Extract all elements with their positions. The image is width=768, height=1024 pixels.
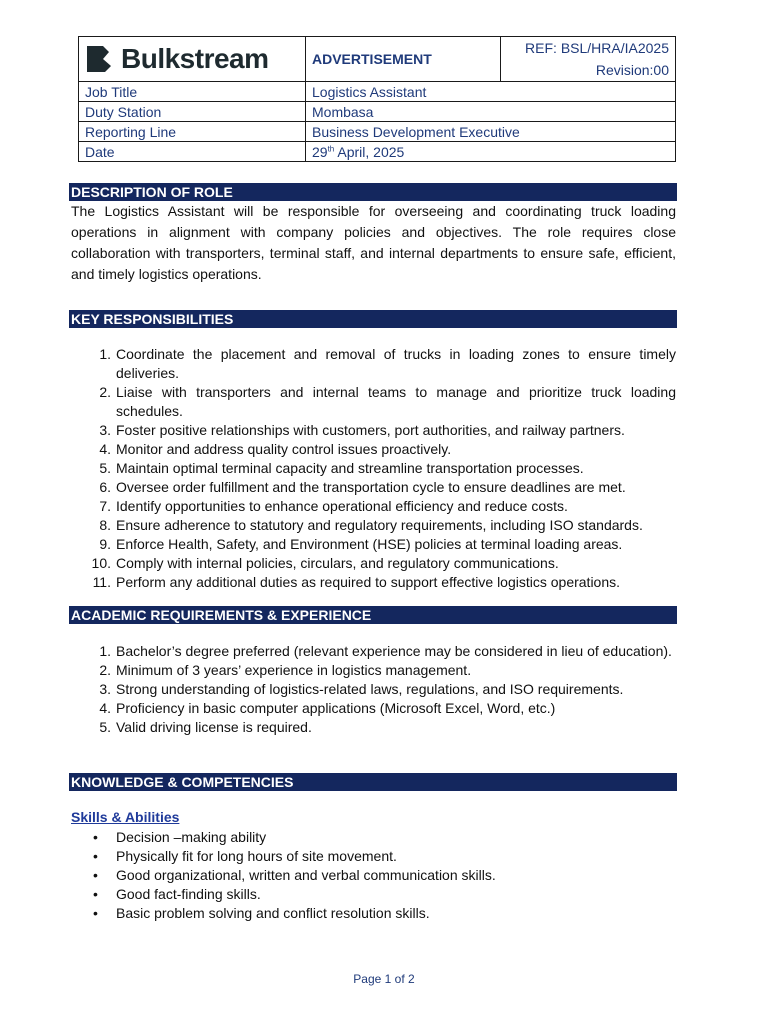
list-item-text: Proficiency in basic computer applications (Microsoft Excel, Word, etc.) — [116, 700, 556, 716]
list-item — [71, 573, 676, 592]
reporting-line-value: Business Development Executive — [306, 122, 676, 142]
list-item-number: 5. — [99, 719, 111, 735]
list-item — [71, 680, 676, 699]
list-item-number: 3. — [99, 681, 111, 697]
table-row — [79, 102, 676, 122]
list-item-number: 4. — [99, 441, 111, 457]
header-table — [78, 36, 676, 162]
reference-cell — [501, 37, 676, 82]
list-item — [71, 904, 676, 923]
list-item-number: 7. — [99, 498, 111, 514]
list-item-text: Liaise with transporters and internal teams to manage and prioritize truck loading schedules. — [116, 384, 676, 419]
list-item-number: 8. — [99, 517, 111, 533]
list-item-number: 2. — [99, 384, 111, 400]
list-item — [71, 866, 676, 885]
section-heading-description: DESCRIPTION OF ROLE — [69, 183, 677, 201]
list-item-number: 9. — [99, 536, 111, 552]
list-item — [71, 345, 676, 383]
list-item — [71, 421, 676, 440]
bullet-icon: • — [93, 886, 98, 902]
table-row — [79, 82, 676, 102]
list-item-number: 5. — [99, 460, 111, 476]
list-item — [71, 383, 676, 421]
list-item-text: Strong understanding of logistics-related laws, regulations, and ISO requirements. — [116, 681, 624, 697]
academic-list — [71, 642, 676, 737]
bullet-icon: • — [93, 867, 98, 883]
list-item-text: Physically fit for long hours of site movement. — [116, 848, 397, 864]
list-item-text: Ensure adherence to statutory and regulatory requirements, including ISO standards. — [116, 517, 643, 533]
responsibilities-list — [71, 345, 676, 592]
section-heading-academic: ACADEMIC REQUIREMENTS & EXPERIENCE — [69, 606, 677, 624]
list-item-text: Maintain optimal terminal capacity and streamline transportation processes. — [116, 460, 584, 476]
list-item — [71, 516, 676, 535]
revision-number: Revision:00 — [595, 62, 669, 78]
list-item — [71, 535, 676, 554]
company-name: Bulkstream — [121, 43, 269, 74]
document-type: ADVERTISEMENT — [306, 37, 501, 82]
list-item — [71, 459, 676, 478]
list-item-number: 11. — [92, 574, 111, 590]
company-logo — [85, 43, 299, 75]
reference-number: REF: BSL/HRA/IA2025 — [525, 40, 669, 56]
list-item-text: Foster positive relationships with customers, port authorities, and railway partners. — [116, 422, 625, 438]
date-suffix: th — [327, 143, 335, 153]
section-heading-responsibilities: KEY RESPONSIBILITIES — [69, 310, 677, 328]
list-item — [71, 554, 676, 573]
list-item-text: Valid driving license is required. — [116, 719, 312, 735]
list-item — [71, 661, 676, 680]
table-row — [79, 142, 676, 162]
description-paragraph: The Logistics Assistant will be responsible for overseeing and coordinating truck loading operations in alignment with company policies and objectives. The role requires close collaboration with transporters, terminal staff, and internal departments to ensure safe, efficient, and timely logistics operations. — [71, 203, 676, 282]
list-item — [71, 642, 676, 661]
duty-station-label: Duty Station — [79, 102, 306, 122]
logo-cell — [79, 37, 306, 82]
date-day: 29 — [312, 143, 328, 160]
list-item-text: Comply with internal policies, circulars, and regulatory communications. — [116, 555, 559, 571]
list-item — [71, 885, 676, 904]
list-item-text: Identify opportunities to enhance operational efficiency and reduce costs. — [116, 498, 568, 514]
job-title-value: Logistics Assistant — [306, 82, 676, 102]
list-item-number: 2. — [99, 662, 111, 678]
skills-subheading: Skills & Abilities — [71, 809, 180, 825]
bullet-icon: • — [93, 829, 98, 845]
list-item — [71, 847, 676, 866]
date-value — [306, 142, 676, 162]
list-item — [71, 478, 676, 497]
list-item-number: 1. — [99, 643, 111, 659]
list-item-text: Good fact-finding skills. — [116, 886, 261, 902]
list-item-number: 3. — [99, 422, 111, 438]
list-item-text: Oversee order fulfillment and the transportation cycle to ensure deadlines are met. — [116, 479, 626, 495]
date-label: Date — [79, 142, 306, 162]
list-item — [71, 828, 676, 847]
list-item-text: Perform any additional duties as required to support effective logistics operations. — [116, 574, 621, 590]
bullet-icon: • — [93, 905, 98, 921]
list-item-text: Monitor and address quality control issues proactively. — [116, 441, 452, 457]
list-item-text: Coordinate the placement and removal of trucks in loading zones to ensure timely deliveries. — [116, 346, 676, 381]
list-item-number: 4. — [99, 700, 111, 716]
table-row — [79, 122, 676, 142]
list-item-number: 10. — [91, 555, 111, 571]
reporting-line-label: Reporting Line — [79, 122, 306, 142]
list-item-text: Minimum of 3 years’ experience in logistics management. — [116, 662, 472, 678]
list-item — [71, 440, 676, 459]
list-item — [71, 718, 676, 737]
job-title-label: Job Title — [79, 82, 306, 102]
list-item-text: Decision –making ability — [116, 829, 267, 845]
bulkstream-logo-icon — [85, 44, 115, 74]
duty-station-value: Mombasa — [306, 102, 676, 122]
list-item — [71, 699, 676, 718]
page-number: Page 1 of 2 — [353, 972, 415, 986]
list-item-number: 6. — [99, 479, 111, 495]
bullet-icon: • — [93, 848, 98, 864]
date-rest: April, 2025 — [334, 143, 405, 160]
list-item-number: 1. — [99, 346, 111, 362]
list-item-text: Bachelor’s degree preferred (relevant experience may be considered in lieu of education). — [116, 643, 672, 659]
list-item-text: Enforce Health, Safety, and Environment (HSE) policies at terminal loading areas. — [116, 536, 623, 552]
list-item-text: Good organizational, written and verbal communication skills. — [116, 867, 496, 883]
list-item-text: Basic problem solving and conflict resolution skills. — [116, 905, 430, 921]
skills-list — [71, 828, 676, 923]
list-item — [71, 497, 676, 516]
section-heading-knowledge: KNOWLEDGE & COMPETENCIES — [69, 773, 677, 791]
